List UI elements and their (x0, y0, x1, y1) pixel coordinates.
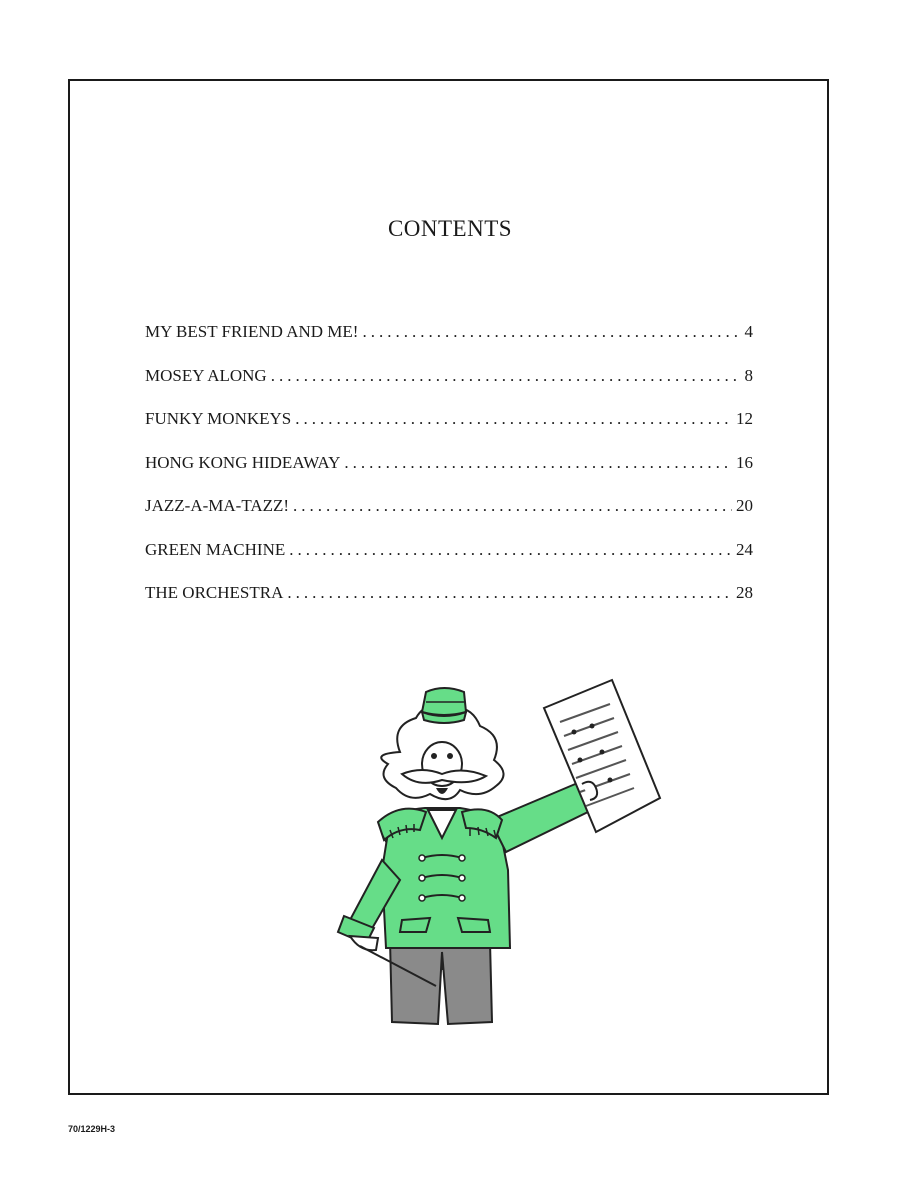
toc-entry-page: 12 (736, 409, 753, 428)
pants (390, 940, 492, 1024)
toc-entry[interactable] (145, 409, 753, 453)
toc-entry-page: 4 (744, 322, 753, 341)
toc-leader-dots (295, 409, 732, 429)
toc-entry[interactable] (145, 583, 753, 627)
footer-code: 70/1229H-3 (68, 1124, 116, 1134)
page-title: CONTENTS (387, 216, 513, 241)
toc-leader-dots (287, 583, 732, 603)
toc-leader-dots (293, 496, 732, 516)
toc-entry[interactable] (145, 540, 753, 584)
toc-entry[interactable] (145, 496, 753, 540)
table-of-contents (145, 322, 753, 627)
toc-entry-page: 28 (736, 583, 753, 602)
toc-entry-title: FUNKY MONKEYS (145, 409, 292, 428)
toc-entry-title: JAZZ-A-MA-TAZZ! (145, 496, 290, 515)
jacket (338, 782, 592, 948)
toc-leader-dots (271, 366, 741, 386)
toc-entry[interactable] (145, 453, 753, 497)
toc-entry-page: 16 (736, 452, 753, 472)
toc-entry-title: MY BEST FRIEND AND ME! (145, 322, 359, 341)
toc-leader-dots (289, 540, 732, 560)
toc-entry-title: HONG KONG HIDEAWAY (145, 452, 341, 472)
toc-entry-page: 20 (736, 496, 753, 515)
toc-entry-page: 8 (744, 365, 753, 385)
toc-entry-title: MOSEY ALONG (145, 365, 267, 385)
bandleader-illustration (330, 670, 670, 1040)
toc-entry-title: THE ORCHESTRA (145, 583, 284, 602)
toc-leader-dots (344, 453, 732, 473)
toc-entry[interactable] (145, 366, 753, 410)
toc-leader-dots (362, 322, 740, 342)
head (381, 688, 503, 799)
toc-entry-page: 24 (736, 539, 753, 559)
toc-entry[interactable] (145, 322, 753, 366)
toc-entry-title: GREEN MACHINE (145, 539, 286, 559)
